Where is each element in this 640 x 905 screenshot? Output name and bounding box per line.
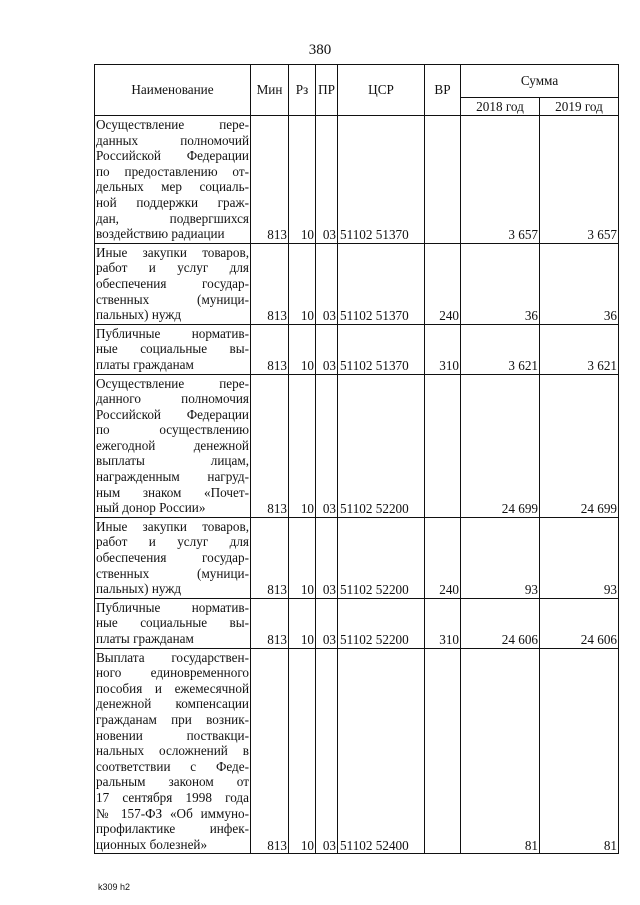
table-row <box>95 598 619 648</box>
row-rz: 10 <box>289 598 316 648</box>
table-body <box>95 116 619 854</box>
row-name-line: дельных мер социаль- <box>96 179 249 195</box>
row-name <box>95 116 251 244</box>
row-csr: 51102 52400 <box>338 648 425 854</box>
row-y2019: 3 657 <box>540 116 619 244</box>
header-name: Наименование <box>95 65 251 116</box>
row-name <box>95 598 251 648</box>
row-name-line: обеспечения государ- <box>96 550 249 566</box>
row-name-line: по предоставлению от- <box>96 163 249 179</box>
row-name-line: Российской Федерации <box>96 148 249 164</box>
row-name-line: ственных (муници- <box>96 565 249 581</box>
footer-stamp: k309 h2 <box>98 882 131 892</box>
row-name-line: соответствии с Феде- <box>96 758 249 774</box>
row-pr: 03 <box>316 598 338 648</box>
page-number: 380 <box>308 42 332 58</box>
row-name-line: данного полномочия <box>96 391 249 407</box>
row-y2018: 3 657 <box>461 116 540 244</box>
row-pr: 03 <box>316 517 338 598</box>
row-pr: 03 <box>316 243 338 324</box>
row-name <box>95 517 251 598</box>
row-name-line: пальных) нужд <box>96 581 182 597</box>
table-row <box>95 243 619 324</box>
row-name-line: ного единовременного <box>96 665 249 681</box>
row-csr: 51102 52200 <box>338 598 425 648</box>
row-y2019: 24 606 <box>540 598 619 648</box>
row-name-line: гражданам при возник- <box>96 711 249 727</box>
row-name-line: денежной компенсации <box>96 696 249 712</box>
header-2019: 2019 год <box>540 98 619 116</box>
row-csr: 51102 51370 <box>338 243 425 324</box>
row-y2019: 93 <box>540 517 619 598</box>
row-rz: 10 <box>289 324 316 374</box>
row-name-line: нальных осложнений в <box>96 743 249 759</box>
row-name-line: ные социальные вы- <box>96 615 249 631</box>
row-csr: 51102 52200 <box>338 517 425 598</box>
row-name-line: 17 сентября 1998 года <box>96 789 249 805</box>
row-vr <box>425 648 461 854</box>
row-name-line: Иные закупки товаров, <box>96 518 249 534</box>
header-2018: 2018 год <box>461 98 540 116</box>
row-name-line: Выплата государствен- <box>96 649 249 665</box>
row-name-line: № 157-ФЗ «Об иммуно- <box>96 805 249 821</box>
row-pr: 03 <box>316 648 338 854</box>
row-rz: 10 <box>289 517 316 598</box>
row-vr: 310 <box>425 324 461 374</box>
row-name-line: работ и услуг для <box>96 534 249 550</box>
row-name-line: платы гражданам <box>96 631 194 646</box>
row-name-line: Осуществление пере- <box>96 117 249 132</box>
header-vr: ВР <box>425 65 461 116</box>
row-name-line: награжденным нагруд- <box>96 469 249 485</box>
row-name-line: пособия и ежемесячной <box>96 680 249 696</box>
row-pr: 03 <box>316 324 338 374</box>
table-header-row <box>95 65 619 98</box>
row-pr: 03 <box>316 116 338 244</box>
row-y2018: 24 606 <box>461 598 540 648</box>
row-y2019: 24 699 <box>540 374 619 517</box>
row-name-line: Публичные норматив- <box>96 599 249 615</box>
row-rz: 10 <box>289 116 316 244</box>
row-rz: 10 <box>289 374 316 517</box>
row-name-line: новении поствакци- <box>96 727 249 743</box>
row-name-line: воздействию радиации <box>96 226 225 242</box>
row-name <box>95 324 251 374</box>
row-min: 813 <box>251 648 289 854</box>
table-row <box>95 116 619 244</box>
row-y2019: 3 621 <box>540 324 619 374</box>
row-vr: 310 <box>425 598 461 648</box>
row-name-line: Российской Федерации <box>96 406 249 422</box>
row-name-line: Иные закупки товаров, <box>96 244 249 260</box>
header-pr: ПР <box>316 65 338 116</box>
row-name-line: Осуществление пере- <box>96 375 249 391</box>
row-rz: 10 <box>289 243 316 324</box>
row-name-line: выплаты лицам, <box>96 453 249 469</box>
row-name-line: обеспечения государ- <box>96 275 249 291</box>
row-y2018: 24 699 <box>461 374 540 517</box>
row-csr: 51102 52200 <box>338 374 425 517</box>
row-name-line: ральным законом от <box>96 774 249 790</box>
table-row <box>95 648 619 854</box>
header-csr: ЦСР <box>338 65 425 116</box>
row-name <box>95 243 251 324</box>
row-name-line: ционных болезней» <box>96 836 208 852</box>
header-min: Мин <box>251 65 289 116</box>
table-row <box>95 374 619 517</box>
row-name-line: по осуществлению <box>96 422 249 438</box>
row-name <box>95 648 251 854</box>
row-vr: 240 <box>425 243 461 324</box>
row-name-line: ным знаком «Почет- <box>96 484 249 500</box>
row-min: 813 <box>251 324 289 374</box>
row-y2018: 36 <box>461 243 540 324</box>
row-y2018: 81 <box>461 648 540 854</box>
row-name-line: пальных) нужд <box>96 307 182 323</box>
row-csr: 51102 51370 <box>338 116 425 244</box>
row-min: 813 <box>251 374 289 517</box>
row-name-line: ежегодной денежной <box>96 437 249 453</box>
row-vr <box>425 374 461 517</box>
row-min: 813 <box>251 598 289 648</box>
row-y2019: 36 <box>540 243 619 324</box>
row-name-line: Публичные норматив- <box>96 325 249 341</box>
row-name-line: ственных (муници- <box>96 291 249 307</box>
row-vr <box>425 116 461 244</box>
header-rz: Рз <box>289 65 316 116</box>
row-y2018: 3 621 <box>461 324 540 374</box>
table-row <box>95 324 619 374</box>
row-name-line: данных полномочий <box>96 132 249 148</box>
row-name-line: ный донор России» <box>96 500 206 516</box>
row-pr: 03 <box>316 374 338 517</box>
header-sum: Сумма <box>461 65 619 98</box>
row-name-line: работ и услуг для <box>96 260 249 276</box>
row-y2018: 93 <box>461 517 540 598</box>
row-name <box>95 374 251 517</box>
row-min: 813 <box>251 517 289 598</box>
row-rz: 10 <box>289 648 316 854</box>
row-name-line: платы гражданам <box>96 356 194 372</box>
row-csr: 51102 51370 <box>338 324 425 374</box>
row-name-line: ной поддержки граж- <box>96 194 249 210</box>
row-name-line: дан, подвергшихся <box>96 210 249 226</box>
row-vr: 240 <box>425 517 461 598</box>
row-min: 813 <box>251 116 289 244</box>
row-y2019: 81 <box>540 648 619 854</box>
row-name-line: ные социальные вы- <box>96 341 249 357</box>
table-row <box>95 517 619 598</box>
row-min: 813 <box>251 243 289 324</box>
row-name-line: профилактике инфек- <box>96 821 249 837</box>
budget-table <box>94 64 619 854</box>
